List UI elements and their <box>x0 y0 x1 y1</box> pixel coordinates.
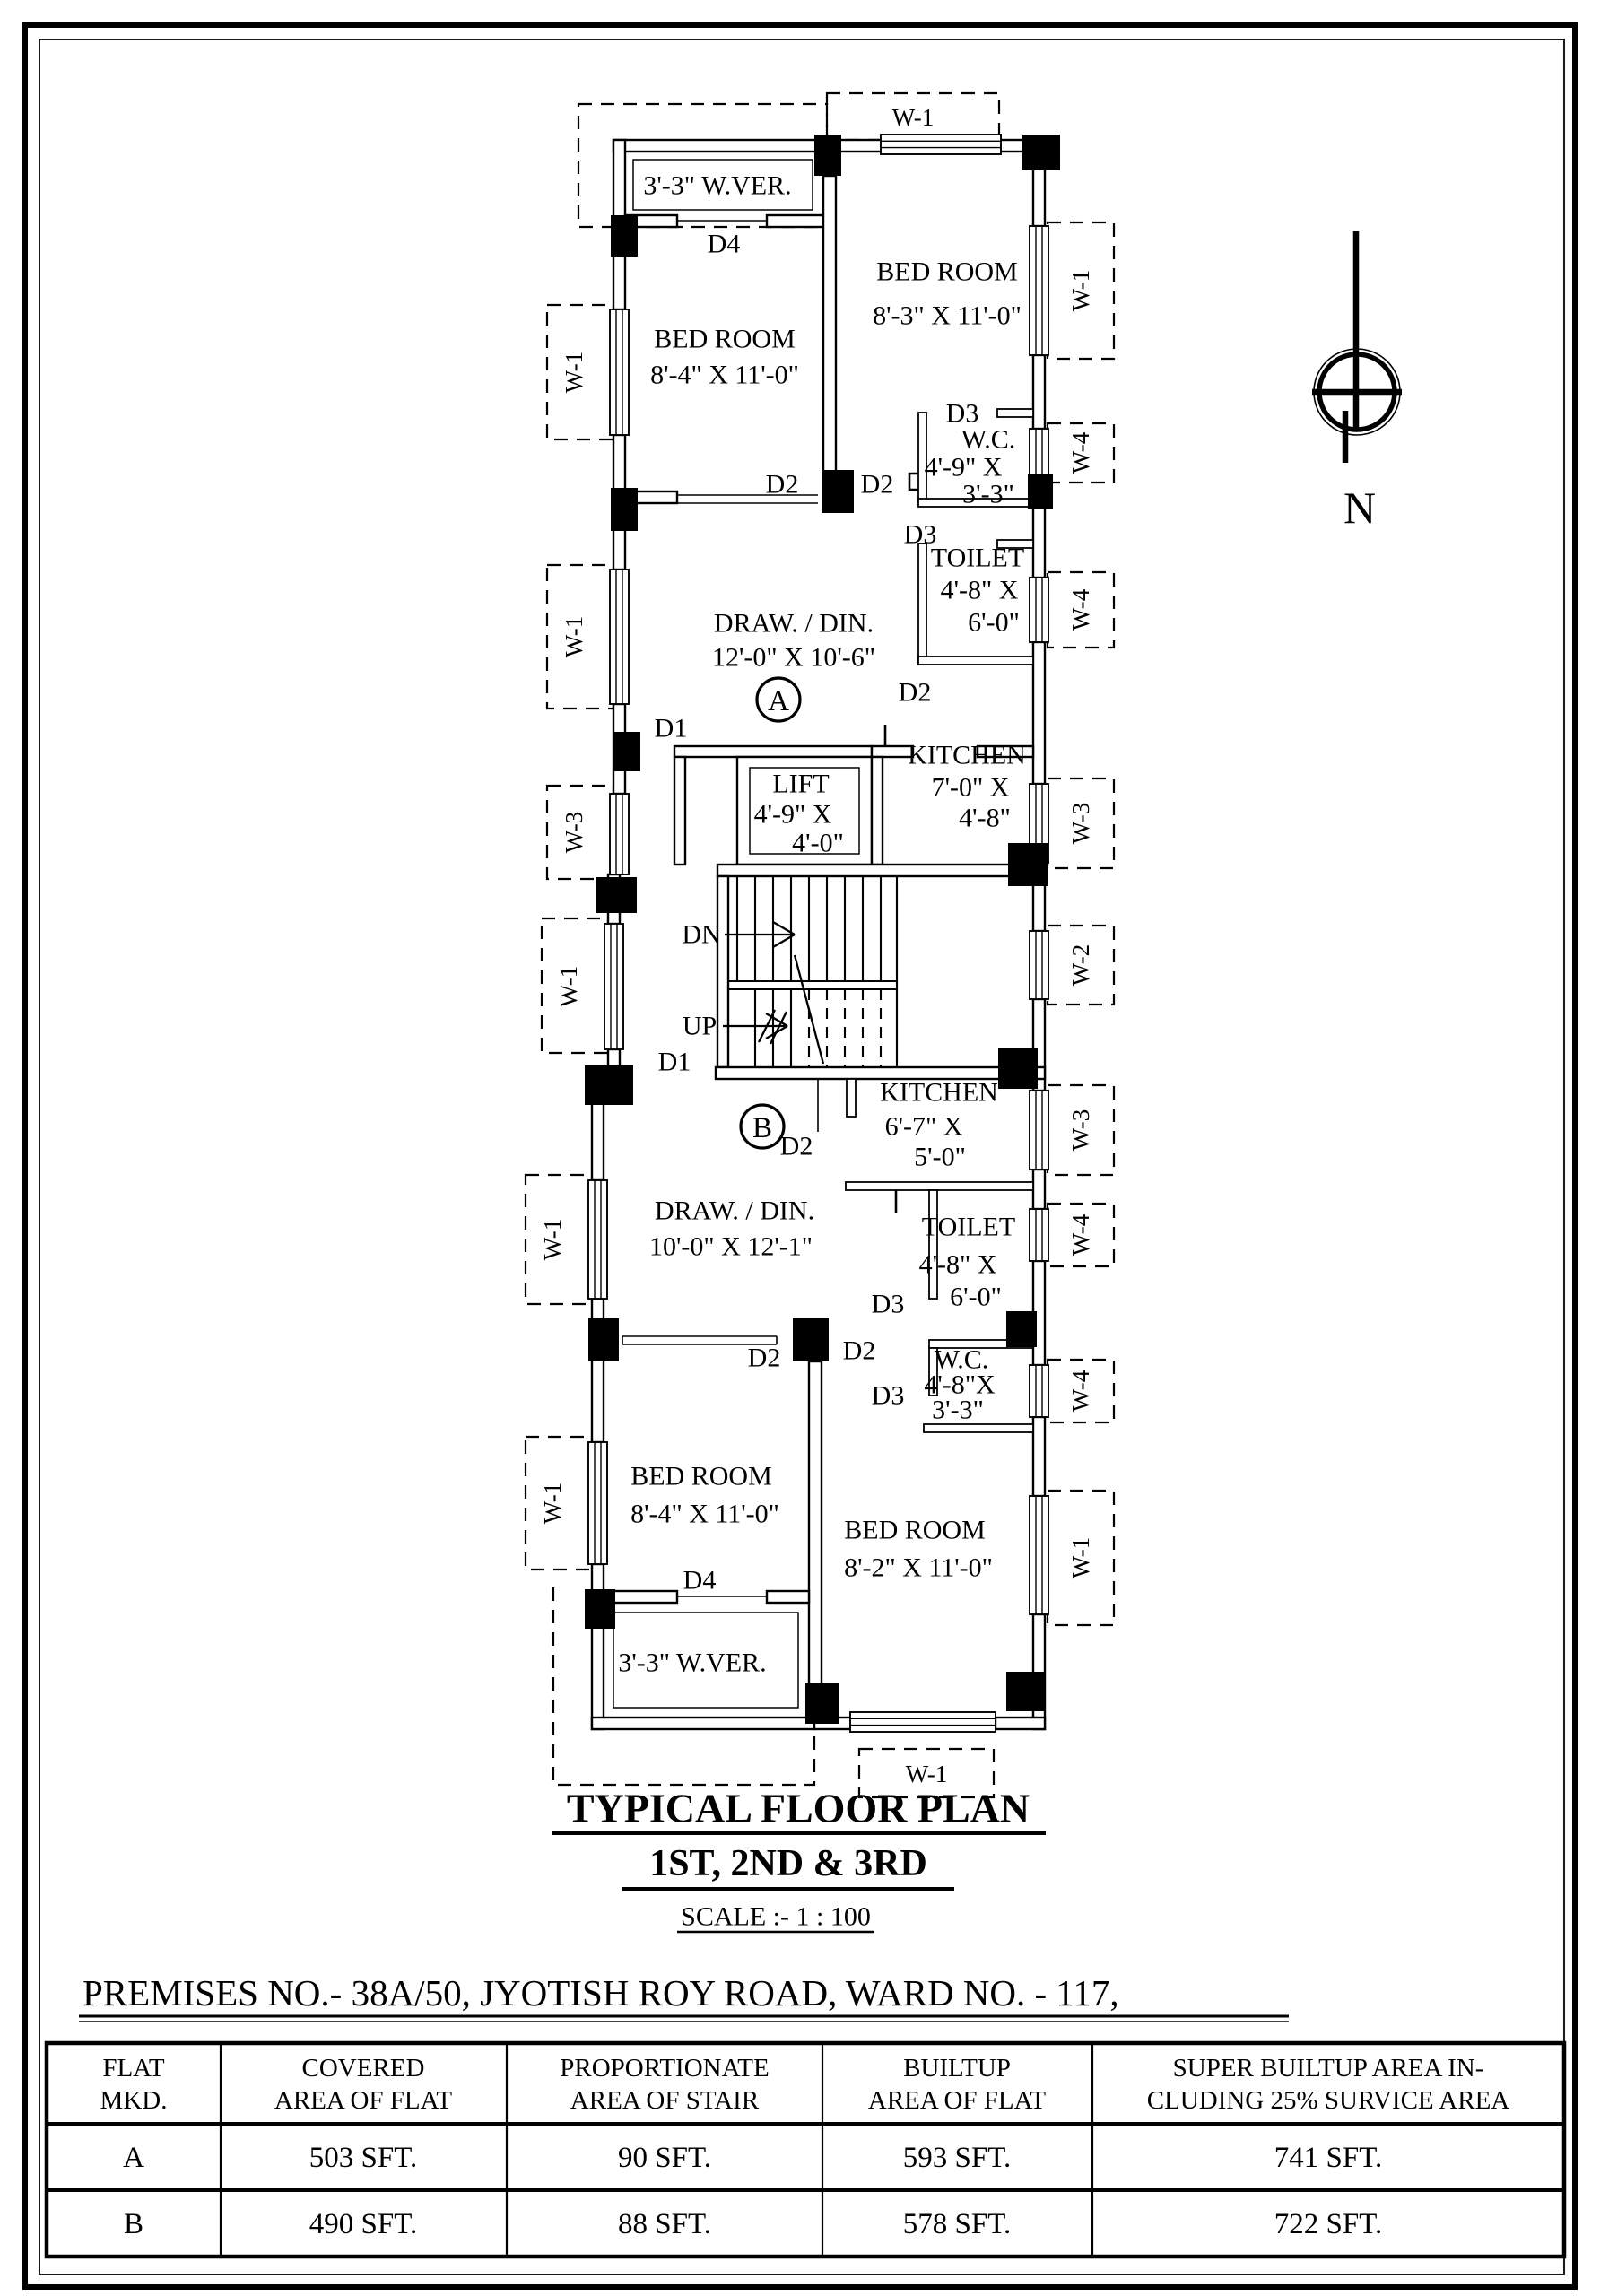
wc-a-dim-h: 3'-3" <box>962 479 1014 509</box>
lobby-wall <box>674 746 872 757</box>
stair-up-label: UP <box>682 1011 717 1041</box>
flat-b-marker: B <box>752 1112 773 1144</box>
flat-a-marker: A <box>768 685 789 718</box>
kitchen-a-dim-w: 7'-0" X <box>931 772 1010 803</box>
wc-a-dim-w: 4'-9" X <box>924 452 1003 483</box>
door-d1-bottom: D1 <box>657 1047 691 1077</box>
table-row-b <box>124 2208 1382 2240</box>
toilet-a-dim-w: 4'-8" X <box>940 575 1019 605</box>
lift-name: LIFT <box>772 769 830 799</box>
toilet-b-name: TOILET <box>921 1212 1016 1242</box>
window-tag-right-w2: W-2 <box>1067 944 1094 987</box>
toilet-a-name: TOILET <box>930 543 1025 573</box>
window-tag-right-w3-1: W-3 <box>1067 802 1094 845</box>
door-d3-toilet-b: D3 <box>871 1289 905 1319</box>
veranda-a-label: 3'-3" W.VER. <box>643 170 792 201</box>
wc-a-name: W.C. <box>961 424 1016 455</box>
stair-top-wall <box>717 865 1045 876</box>
window-tag-bottom-w1: W-1 <box>905 1761 948 1787</box>
toilet-b-dim-w: 4'-8" X <box>918 1249 997 1280</box>
bedroom-b2-dims: 8'-2" X 11'-0" <box>844 1552 993 1583</box>
window-tag-right-w4-3: W-4 <box>1067 1213 1094 1257</box>
cell-builtup-a: 593 SFT. <box>902 2142 1012 2174</box>
bedroom-a2-dims: 8'-3" X 11'-0" <box>873 300 1022 331</box>
wall-bedrooms-a <box>823 176 836 472</box>
toilet-b-dim-h: 6'-0" <box>950 1282 1002 1312</box>
window-tag-right-w1-2: W-1 <box>1067 1536 1094 1579</box>
cell-flat-a: A <box>123 2142 144 2174</box>
window-tag-left-w1-5: W-1 <box>539 1482 566 1525</box>
window-tag-right-w1-1: W-1 <box>1067 269 1094 312</box>
wc-b-name: W.C. <box>934 1344 989 1375</box>
door-d2-bedroom-a2: D2 <box>860 469 894 500</box>
window-tag-right-w3-2: W-3 <box>1067 1109 1094 1152</box>
cell-builtup-b: 578 SFT. <box>902 2208 1012 2240</box>
header-flat-mkd-2: MKD. <box>100 2086 168 2115</box>
bedroom-b2-name: BED ROOM <box>844 1515 986 1545</box>
bedroom-a1-dims: 8'-4" X 11'-0" <box>650 360 799 390</box>
drawdin-b-name: DRAW. / DIN. <box>654 1196 815 1226</box>
drawdin-a-name: DRAW. / DIN. <box>713 608 874 639</box>
kitchen-a-name: KITCHEN <box>908 740 1026 770</box>
table-row-a <box>123 2142 1382 2174</box>
cell-stair-b: 88 SFT. <box>618 2208 711 2240</box>
door-d3-toilet-a: D3 <box>903 519 937 550</box>
kitchen-a-dim-h: 4'-8" <box>959 803 1011 833</box>
window-tag-left-w1-4: W-1 <box>539 1218 566 1261</box>
north-label: N <box>1343 483 1377 533</box>
window-tag-right-w4-1: W-4 <box>1067 431 1094 474</box>
cell-covered-a: 503 SFT. <box>309 2142 418 2174</box>
north-arrow-icon <box>1312 231 1402 533</box>
bedroom-a2-name: BED ROOM <box>876 257 1018 287</box>
cell-super-builtup-a: 741 SFT. <box>1274 2142 1383 2174</box>
cell-covered-b: 490 SFT. <box>309 2208 418 2240</box>
drawing-scale: SCALE :- 1 : 100 <box>681 1901 871 1932</box>
header-covered-1: COVERED <box>301 2054 425 2083</box>
window-tag-left-w1-2: W-1 <box>561 615 587 658</box>
toilet-a-dim-h: 6'-0" <box>968 607 1020 638</box>
window-tag-left-w1-3: W-1 <box>555 965 582 1008</box>
wc-b-dim-w: 4'-8"X <box>924 1370 996 1400</box>
window-tag-left-w3: W-3 <box>561 811 587 854</box>
header-builtup-1: BUILTUP <box>903 2054 1011 2083</box>
cell-flat-b: B <box>123 2208 144 2240</box>
door-d4-b: D4 <box>683 1565 717 1596</box>
header-super-2: CLUDING 25% SURVICE AREA <box>1146 2086 1510 2115</box>
drawdin-b-dims: 10'-0" X 12'-1" <box>649 1231 813 1262</box>
kitchen-b-dim-w: 6'-7" X <box>884 1111 963 1142</box>
header-flat-mkd-1: FLAT <box>102 2054 165 2083</box>
header-builtup-2: AREA OF FLAT <box>867 2086 1047 2115</box>
lift-dim-h: 4'-0" <box>792 828 844 858</box>
window-glyph-bottom-w1 <box>850 1712 996 1732</box>
window-tag-right-w4-4: W-4 <box>1067 1370 1094 1413</box>
title-block <box>552 1786 1046 1933</box>
drawdin-a-dims: 12'-0" X 10'-6" <box>712 642 875 673</box>
bedroom-b1-dims: 8'-4" X 11'-0" <box>630 1499 779 1529</box>
window-tag-top-w1: W-1 <box>891 104 935 131</box>
door-d3-wc-a: D3 <box>945 398 979 429</box>
door-d2-bedroom-b1: D2 <box>747 1343 781 1373</box>
door-d2-bedroom-a1: D2 <box>765 469 799 500</box>
door-d3-wc-b: D3 <box>871 1380 905 1411</box>
kitchen-b-dim-h: 5'-0" <box>914 1142 966 1172</box>
drawing-subtitle: 1ST, 2ND & 3RD <box>649 1843 927 1884</box>
premises-text: PREMISES NO.- 38A/50, JYOTISH ROY ROAD, WARD NO. - 117, <box>83 1972 1119 2013</box>
area-table <box>47 2043 1564 2257</box>
wc-b-dim-h: 3'-3" <box>932 1395 984 1425</box>
header-covered-2: AREA OF FLAT <box>274 2086 453 2115</box>
door-d2-bedroom-b2: D2 <box>842 1335 876 1366</box>
header-super-1: SUPER BUILTUP AREA IN- <box>1172 2054 1484 2083</box>
bedroom-b1-name: BED ROOM <box>630 1461 772 1492</box>
door-d2-kitchen-a: D2 <box>898 677 932 708</box>
header-stair-1: PROPORTIONATE <box>560 2054 770 2083</box>
cell-stair-a: 90 SFT. <box>618 2142 711 2174</box>
cell-super-builtup-b: 722 SFT. <box>1274 2208 1383 2240</box>
header-stair-2: AREA OF STAIR <box>570 2086 760 2115</box>
stair-dn-label: DN <box>682 919 721 950</box>
door-d4-a: D4 <box>707 229 741 259</box>
lift-dim-w: 4'-9" X <box>753 799 832 830</box>
door-d2-kitchen-b: D2 <box>779 1131 813 1161</box>
door-d1-top: D1 <box>654 713 688 744</box>
stair-dn-arrow <box>725 922 795 947</box>
drawing-title: TYPICAL FLOOR PLAN <box>566 1785 1030 1831</box>
wall-bedrooms-b <box>809 1361 822 1718</box>
window-tag-left-w1-1: W-1 <box>561 351 587 394</box>
window-glyph-top-w1 <box>881 135 1001 154</box>
window-tag-right-w4-2: W-4 <box>1067 588 1094 631</box>
staircase <box>723 876 897 1067</box>
veranda-b-label: 3'-3" W.VER. <box>618 1648 767 1678</box>
premises-line <box>79 1972 1289 2022</box>
bedroom-a1-name: BED ROOM <box>654 324 796 354</box>
kitchen-b-name: KITCHEN <box>880 1077 998 1108</box>
